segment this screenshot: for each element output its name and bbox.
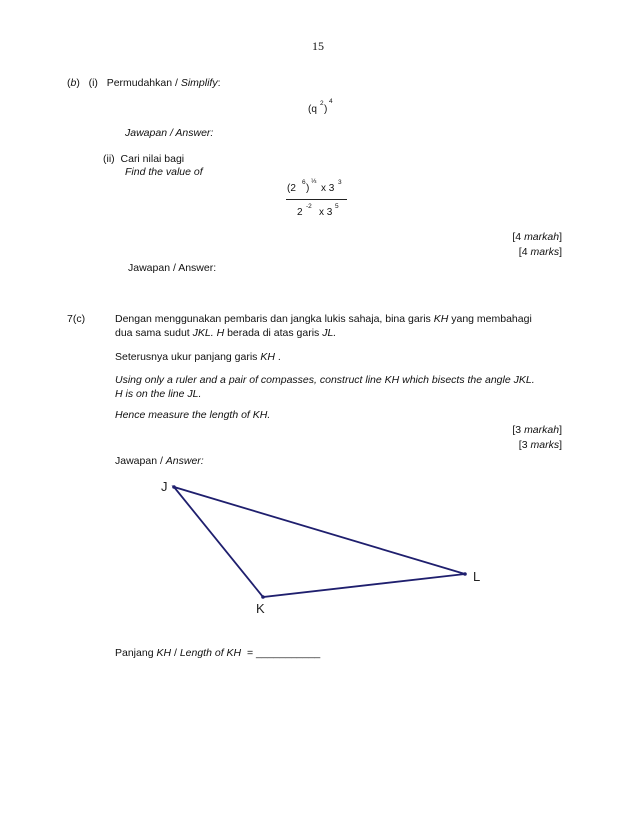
expr-ii-den-rest-exp: 5 — [335, 203, 339, 210]
vertex-k — [261, 595, 265, 599]
expr-ii-num-exp-outer: ⅓ — [311, 178, 317, 185]
expr-i-exp-inner: 2 — [320, 100, 324, 107]
marks-7c-en-word: marks — [530, 439, 560, 451]
q7c-ms-line3-b: . — [277, 351, 281, 363]
expr-ii-num-open: (2 — [287, 183, 296, 194]
marks-7c-en-open: [3 — [518, 439, 528, 451]
expr-i-exp-outer: 4 — [329, 98, 333, 105]
q7c-en-line3: Hence measure the length of KH. — [115, 409, 271, 421]
answer-i-label: Jawapan / Answer: — [125, 127, 214, 139]
page-number: 15 — [312, 39, 324, 53]
q7c-ms-line2-jkl: JKL. H — [192, 327, 225, 339]
expr-ii-den-base: 2 — [297, 207, 303, 218]
expr-ii-num-rest-exp: 3 — [338, 179, 342, 186]
marks-b-en-close: ] — [559, 246, 562, 258]
length-label-en: Length of KH — [179, 647, 242, 659]
marks-b-ms-close: ] — [559, 231, 562, 243]
length-label-sep: / — [173, 647, 177, 659]
marks-b-en-open: [4 — [518, 246, 528, 258]
answer-ii-text: Jawapan / Answer: — [128, 262, 217, 274]
q7c-en-line2: H is on the line JL. — [115, 388, 202, 400]
label-k: K — [256, 601, 265, 616]
sub-i-label: (i) — [88, 77, 98, 89]
prompt-i-colon: : — [217, 77, 221, 89]
expr-ii-den-rest: x 3 — [319, 207, 333, 218]
q7c-ms-line1-b: yang membahagi — [451, 313, 532, 325]
marks-7c-ms-close: ] — [559, 424, 562, 436]
length-label-eq: = — [246, 647, 254, 659]
sub-ii-label: (ii) — [103, 153, 115, 165]
marks-b-en-word: marks — [530, 246, 560, 258]
prompt-ii-en: Find the value of — [125, 166, 203, 178]
triangle-jkl — [174, 487, 465, 597]
prompt-i-ms: Permudahkan / — [106, 77, 178, 89]
q7c-answer-ms: Jawapan / — [115, 455, 163, 467]
expr-i-open: (q — [308, 104, 317, 115]
label-j: J — [161, 479, 168, 494]
expr-ii-num-close: ) — [306, 183, 310, 194]
expr-ii-num-rest: x 3 — [321, 183, 335, 194]
length-kh-answer — [115, 647, 320, 659]
marks-7c-ms-open: [3 — [512, 424, 522, 436]
q7c-en-line1: Using only a ruler and a pair of compasses, construct line KH which bisects the angle JKL. — [115, 374, 535, 386]
marks-b-ms-word: markah — [524, 231, 560, 243]
q7c-ms-line1-a: Dengan menggunakan pembaris dan jangka lukis sahaja, bina garis — [115, 313, 431, 325]
q7c-ms-line3-kh: KH — [260, 351, 275, 363]
marks-7c-ms-word: markah — [524, 424, 560, 436]
q7c-ms-line3-a: Seterusnya ukur panjang garis — [115, 351, 258, 363]
q7c-answer-en: Answer: — [165, 455, 204, 467]
length-label-kh: KH — [156, 647, 172, 659]
q7c-ms-line2-b: berada di atas garis — [227, 327, 320, 339]
label-l: L — [473, 569, 481, 584]
prompt-ii-ms: Cari nilai bagi — [120, 153, 185, 165]
marks-7c-en-close: ] — [559, 439, 562, 451]
expr-i-close: ) — [324, 104, 328, 115]
length-label-ms: Panjang — [115, 647, 154, 659]
q7c-label: 7(c) — [67, 313, 86, 325]
marks-b-ms-open: [4 — [512, 231, 522, 243]
expr-ii-den-exp: -2 — [306, 203, 312, 210]
vertex-l — [463, 572, 467, 576]
vertex-j — [172, 485, 176, 489]
expr-ii-num-exp-inner: 6 — [302, 179, 306, 186]
q7c-ms-line2-a: dua sama sudut — [115, 327, 190, 339]
part-b-heading: (b) (i) Permudahkan / Simplify: — [67, 77, 221, 89]
prompt-i-en: Simplify — [180, 77, 218, 89]
q7c-ms-line2-jl: JL. — [322, 327, 337, 339]
length-answer-blank[interactable]: ___________ — [256, 647, 321, 659]
q7c-ms-line1-kh: KH — [433, 313, 449, 325]
